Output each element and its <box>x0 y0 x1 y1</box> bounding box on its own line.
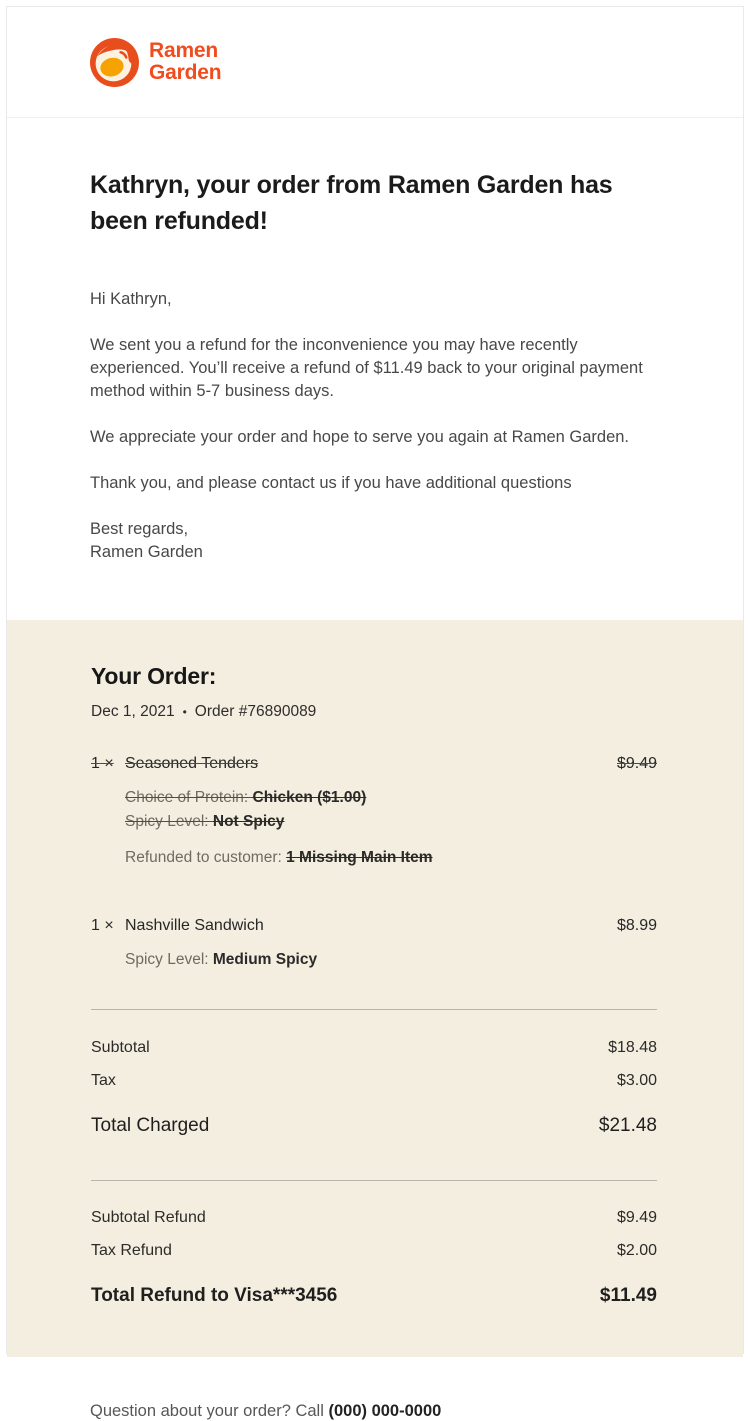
signoff <box>90 518 659 564</box>
footer-phone-number: (000) 000-0000 <box>328 1402 442 1420</box>
divider <box>91 1180 657 1181</box>
item-price: $8.99 <box>616 917 657 934</box>
appreciation-paragraph: We appreciate your order and hope to serve you again at Ramen Garden. <box>90 428 630 446</box>
total-charged-value: $21.48 <box>598 1115 657 1136</box>
order-summary-panel <box>7 620 743 1357</box>
item-price: $9.49 <box>616 755 657 772</box>
option-label: Choice of Protein: <box>125 789 253 806</box>
subtotal-refund-label: Subtotal Refund <box>91 1209 206 1226</box>
brand-name-line1: Ramen <box>149 39 219 62</box>
item-option <box>125 810 657 834</box>
footer-question <box>90 1402 659 1421</box>
charge-totals <box>91 1039 657 1137</box>
signoff-line1: Best regards, <box>90 520 189 538</box>
total-charged-label: Total Charged <box>91 1115 210 1136</box>
message-body <box>7 118 743 564</box>
email-header <box>7 7 743 118</box>
subtotal-row <box>91 1039 657 1057</box>
item-name: Seasoned Tenders <box>125 755 259 772</box>
refund-note <box>125 846 657 870</box>
option-label: Spicy Level: <box>125 951 213 968</box>
order-date: Dec 1, 2021 <box>91 703 175 720</box>
signoff-line2: Ramen Garden <box>90 543 203 561</box>
item-options <box>125 786 657 834</box>
tax-value: $3.00 <box>616 1072 657 1089</box>
item-quantity: 1 × <box>91 917 114 934</box>
total-charged-row <box>91 1115 657 1137</box>
greeting-text: Hi Kathryn, <box>90 290 172 308</box>
brand-name-line2: Garden <box>149 61 222 84</box>
total-refund-label: Total Refund to Visa***3456 <box>91 1285 338 1306</box>
subtotal-label: Subtotal <box>91 1039 150 1056</box>
thanks-paragraph: Thank you, and please contact us if you have additional questions <box>90 474 572 492</box>
divider <box>91 1009 657 1010</box>
subtotal-refund-value: $9.49 <box>616 1209 657 1226</box>
email-footer <box>7 1357 743 1421</box>
option-value: Chicken ($1.00) <box>252 789 367 806</box>
option-value: Medium Spicy <box>212 951 318 968</box>
tax-refund-label: Tax Refund <box>91 1242 172 1259</box>
order-meta <box>91 703 657 721</box>
email-container <box>6 6 744 1420</box>
item-options <box>125 948 657 972</box>
refund-note-value: 1 Missing Main Item <box>286 849 433 866</box>
option-value: Not Spicy <box>212 813 285 830</box>
tax-label: Tax <box>91 1072 116 1089</box>
order-item <box>91 917 657 972</box>
option-label: Spicy Level: <box>125 813 213 830</box>
footer-question-text: Question about your order? Call <box>90 1402 329 1420</box>
item-option <box>125 786 657 810</box>
brand-logo <box>90 38 221 87</box>
tax-row <box>91 1072 657 1090</box>
bullet-separator-icon: • <box>182 705 187 719</box>
order-title: Your Order: <box>91 663 217 689</box>
item-row <box>91 917 657 935</box>
subtotal-value: $18.48 <box>608 1039 657 1056</box>
refund-note-label: Refunded to customer: <box>125 849 287 866</box>
subtotal-refund-row <box>91 1209 657 1227</box>
tax-refund-row <box>91 1242 657 1260</box>
brand-name <box>149 40 221 84</box>
item-name: Nashville Sandwich <box>125 917 264 934</box>
ramen-bowl-icon <box>90 38 139 87</box>
email-heading: Kathryn, your order from Ramen Garden has been refunded! <box>90 171 613 235</box>
total-refund-row <box>91 1285 657 1307</box>
total-refund-value: $11.49 <box>599 1285 657 1306</box>
order-item-refunded <box>91 755 657 870</box>
item-option <box>125 948 657 972</box>
tax-refund-value: $2.00 <box>616 1242 657 1259</box>
refund-totals <box>91 1209 657 1307</box>
order-number: Order #76890089 <box>194 703 317 720</box>
refund-paragraph: We sent you a refund for the inconvenience you may have recently experienced. You’ll receive a refund of $11.49 back to your original payment method within 5-7 business days. <box>90 336 643 400</box>
item-row <box>91 755 657 773</box>
item-quantity: 1 × <box>91 755 114 772</box>
